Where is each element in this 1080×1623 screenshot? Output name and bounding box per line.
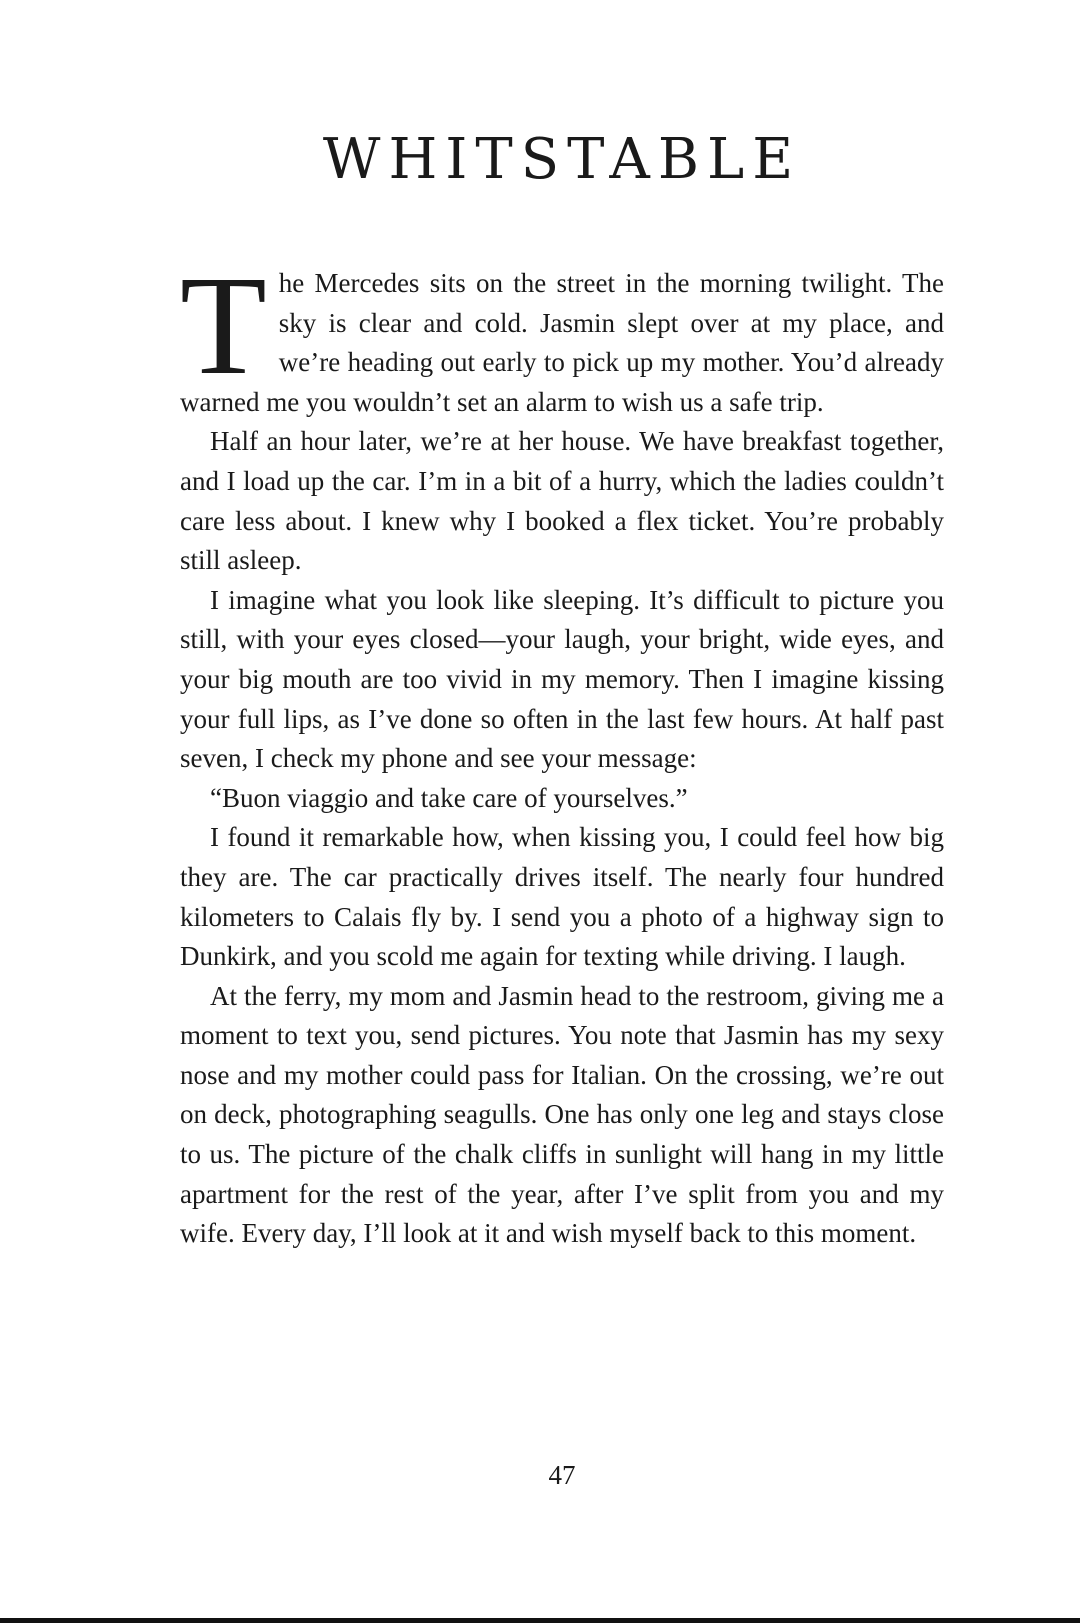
page-number: 47 bbox=[548, 1460, 576, 1490]
paragraph bbox=[180, 246, 944, 422]
paragraph: “Buon viaggio and take care of yourselves.” bbox=[210, 782, 688, 813]
bottom-border bbox=[0, 1618, 1080, 1623]
drop-cap: T bbox=[180, 246, 267, 404]
chapter-body bbox=[180, 246, 944, 1254]
paragraph: I found it remarkable how, when kissing you, I could feel how big they are. The car practically drives itself. The nearly four hundred kilometers to Calais fly by. I send you a photo of a highway sign to Dunkirk, and you scold me again for texting while driving. I laugh. bbox=[180, 822, 944, 972]
paragraph: I imagine what you look like sleeping. It’s difficult to picture you still, with your eyes closed—your laugh, your bright, wide eyes, and your big mouth are too vivid in my memory. Then I imagine kissing your full lips, as I’ve done so often in the last few hours. At half past seven, I check my phone and see your message: bbox=[180, 584, 944, 774]
paragraph: At the ferry, my mom and Jasmin head to the restroom, giving me a moment to text you, send pictures. You note that Jasmin has my sexy nose and my mother could pass for Italian. On the crossing, we’re out on deck, photographing seagulls. One has only one leg and stays close to us. The picture of the chalk cliffs in sunlight will hang in my little apartment for the rest of the year, after I’ve split from you and my wife. Every day, I’ll look at it and wish myself back to this moment. bbox=[180, 980, 944, 1249]
paragraph: Half an hour later, we’re at her house. We have breakfast together, and I load up the car. I’m in a bit of a hurry, which the ladies couldn’t care less about. I knew why I booked a flex ticket. You’re probably still asleep. bbox=[180, 426, 944, 576]
chapter-title: WHITSTABLE bbox=[322, 127, 802, 192]
paragraph-text: he Mercedes sits on the street in the morning twilight. The sky is clear and cold. Jasmin slept over at my place, and we’re heading out early to pick up my mother. You’d already warned me you wouldn’t set an alarm to wish us a safe trip. bbox=[180, 268, 944, 417]
